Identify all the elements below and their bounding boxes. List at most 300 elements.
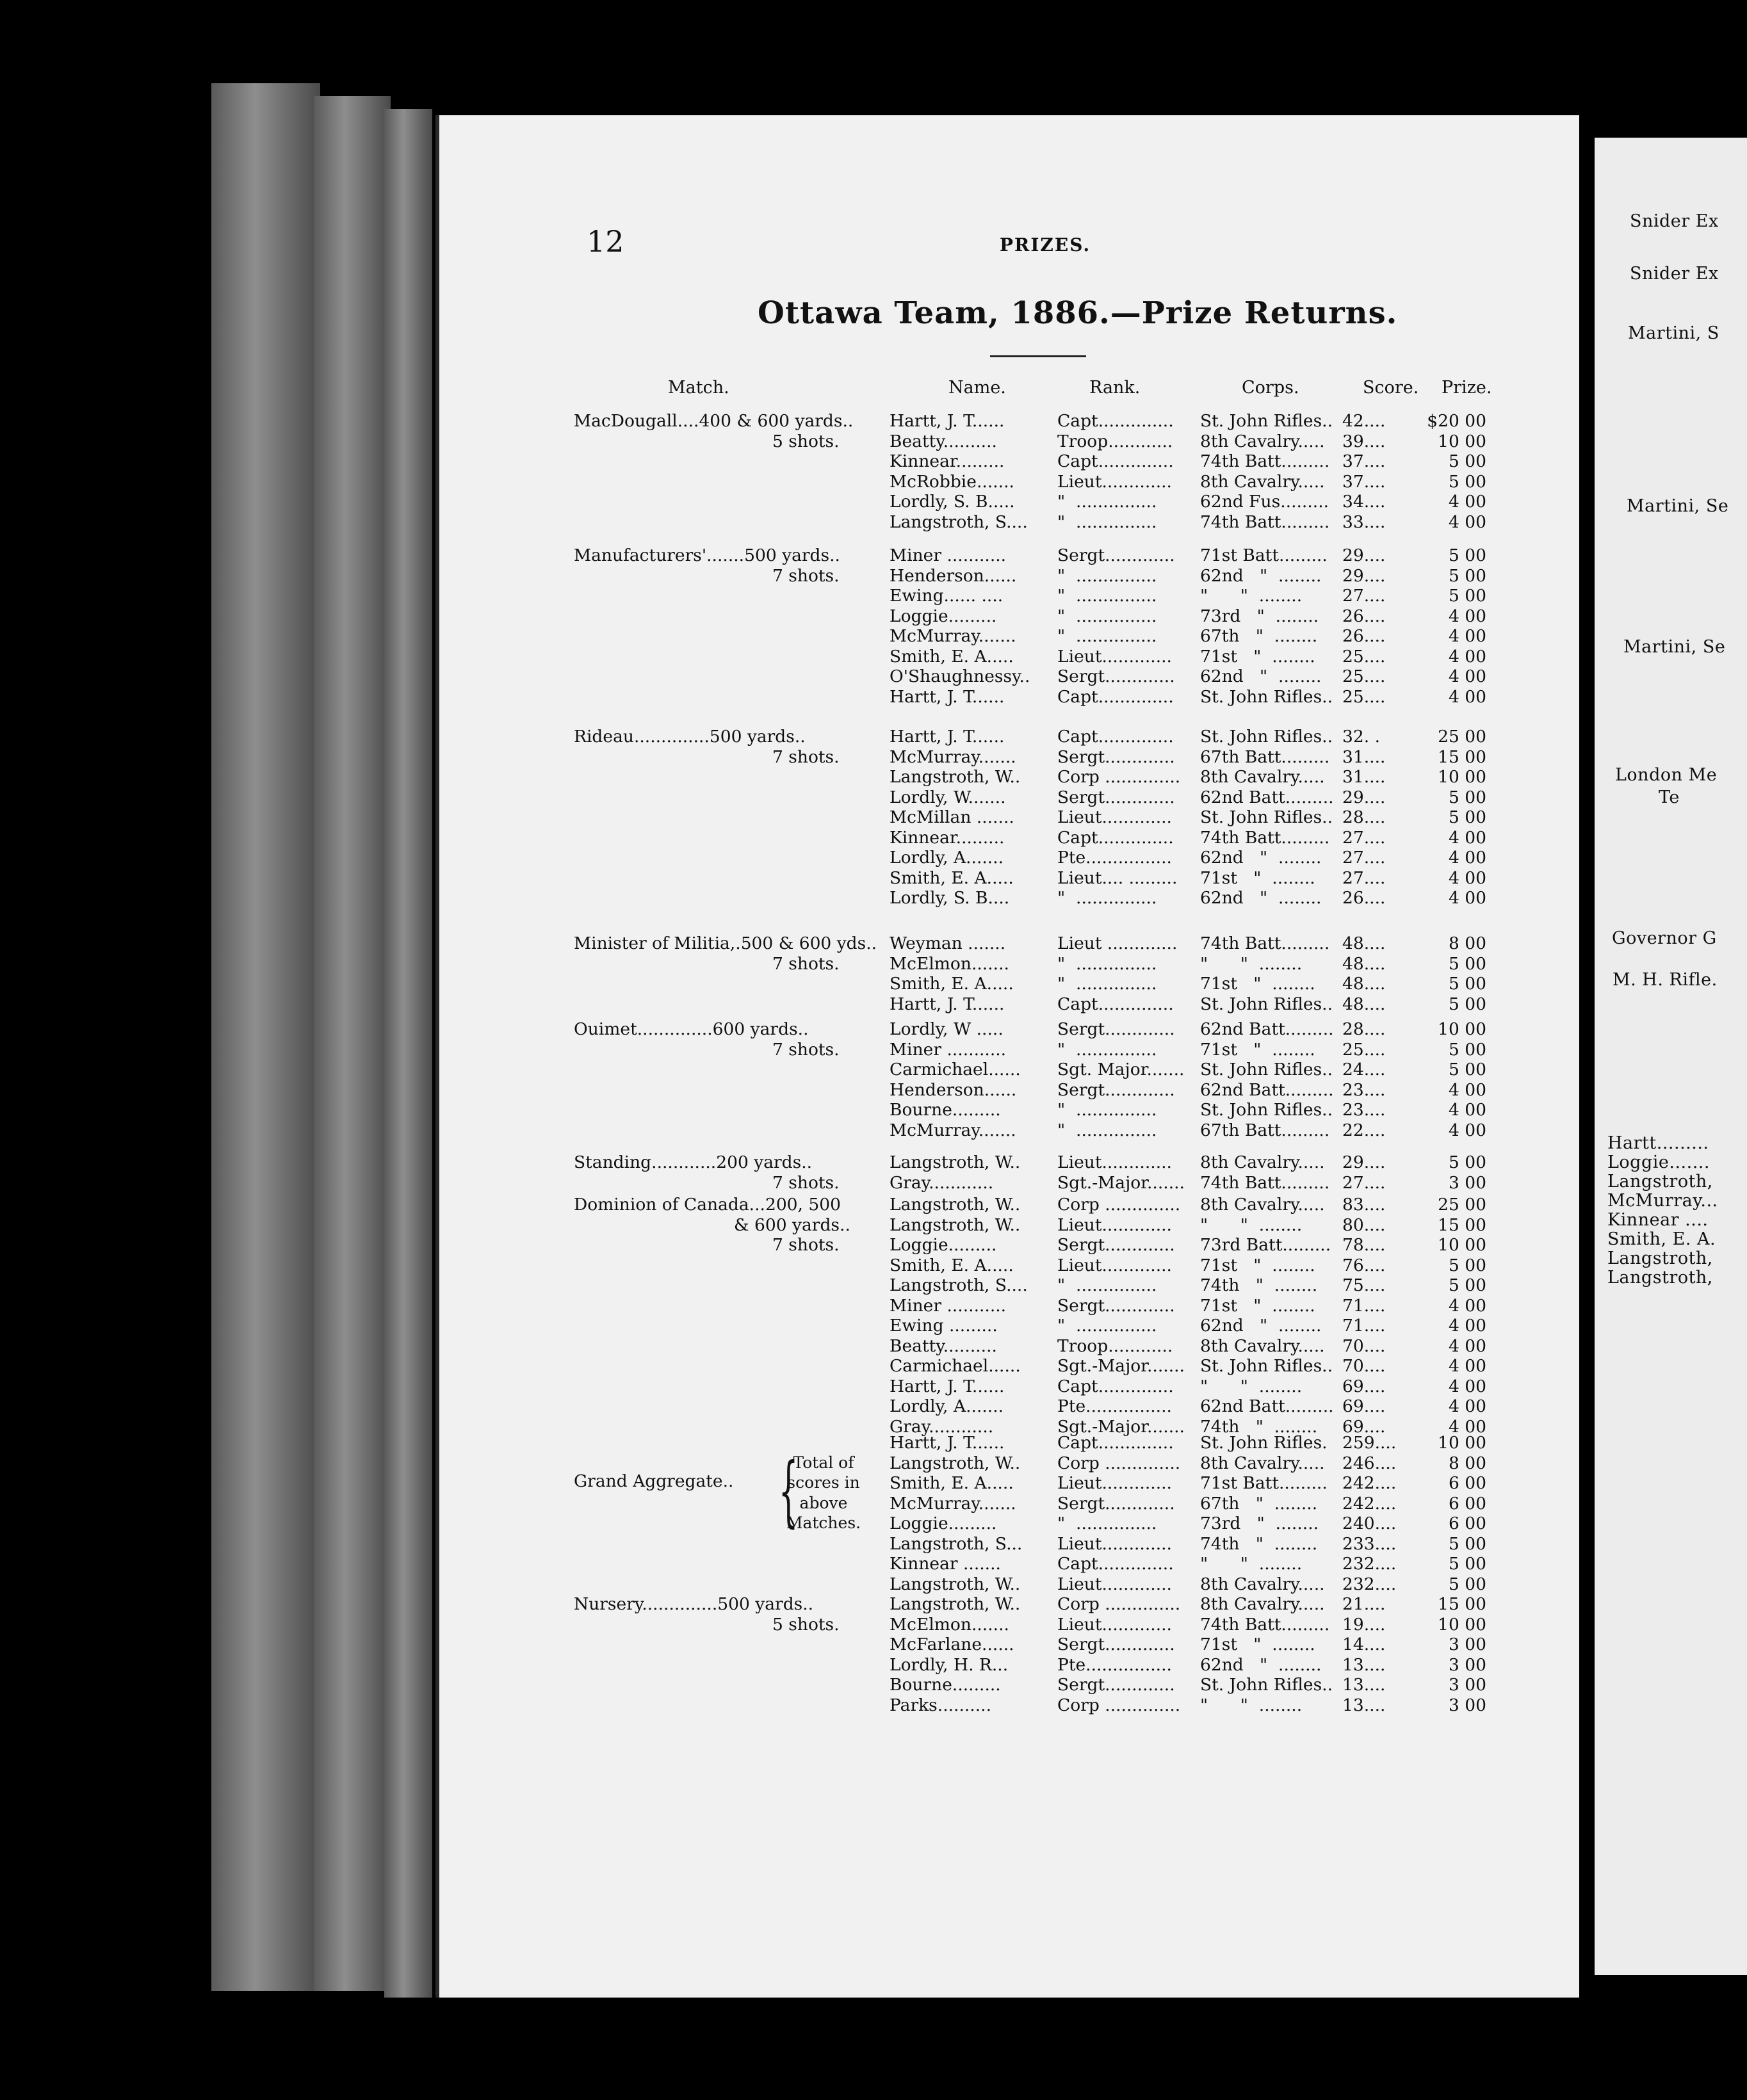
competitor-name: Loggie......... xyxy=(890,606,997,626)
competitor-score: 83.... xyxy=(1342,1195,1386,1215)
match-shots: 7 shots. xyxy=(772,1172,840,1193)
facing-page-text: Langstroth, xyxy=(1607,1248,1713,1268)
table-row xyxy=(439,1060,1528,1080)
competitor-corps: 62nd " ........ xyxy=(1200,1654,1322,1675)
competitor-corps: St. John Rifles.. xyxy=(1200,1060,1333,1079)
competitor-rank: Sergt............. xyxy=(1057,1235,1175,1255)
competitor-name: Parks.......... xyxy=(890,1695,991,1715)
competitor-score: 34.... xyxy=(1342,492,1386,512)
competitor-name: Langstroth, S.... xyxy=(890,512,1028,532)
prize-amount: 10 00 xyxy=(1438,1235,1486,1255)
table-row xyxy=(439,727,1528,747)
competitor-score: 33.... xyxy=(1342,512,1386,532)
competitor-rank: " ............... xyxy=(1057,1100,1157,1120)
competitor-name: Langstroth, W.. xyxy=(890,1453,1021,1473)
competitor-score: 28.... xyxy=(1342,1019,1386,1039)
competitor-name: Lordly, S. B.... xyxy=(890,888,1010,908)
competitor-rank: " ............... xyxy=(1057,953,1157,974)
competitor-name: Beatty.......... xyxy=(890,1336,997,1356)
competitor-rank: Sgt.-Major....... xyxy=(1057,1356,1185,1376)
table-row xyxy=(439,1173,1528,1193)
table-row xyxy=(439,974,1528,994)
table-row xyxy=(439,1080,1528,1101)
prize-amount: 4 00 xyxy=(1448,1079,1486,1100)
header-name: Name. xyxy=(948,378,1006,398)
competitor-corps: 62nd " ........ xyxy=(1200,565,1322,586)
competitor-name: Bourne......... xyxy=(890,1675,1001,1695)
competitor-score: 246.... xyxy=(1342,1453,1397,1473)
prize-amount: 4 00 xyxy=(1448,848,1486,868)
match-name: MacDougall....400 & 600 yards.. xyxy=(574,411,854,431)
competitor-corps: 62nd Batt......... xyxy=(1200,1079,1334,1100)
competitor-score: 48.... xyxy=(1342,933,1386,953)
competitor-corps: 74th " ........ xyxy=(1200,1416,1318,1437)
competitor-corps: " " ........ xyxy=(1200,1554,1303,1574)
competitor-corps: St. John Rifles.. xyxy=(1200,1356,1333,1376)
prize-amount: 4 00 xyxy=(1448,512,1486,532)
competitor-corps: 62nd Batt......... xyxy=(1200,787,1334,807)
prize-amount: 4 00 xyxy=(1448,868,1486,888)
competitor-score: 78.... xyxy=(1342,1235,1386,1255)
table-row xyxy=(439,1256,1528,1276)
title-rule xyxy=(990,355,1086,357)
competitor-score: 13.... xyxy=(1342,1695,1386,1715)
prize-amount: 5 00 xyxy=(1448,787,1486,807)
competitor-rank: " ............... xyxy=(1057,565,1157,586)
competitor-rank: Sergt............. xyxy=(1057,1635,1175,1654)
competitor-name: Miner ........... xyxy=(890,545,1007,565)
competitor-corps: 62nd " ........ xyxy=(1200,1316,1322,1336)
competitor-rank: Lieut............. xyxy=(1057,1574,1172,1594)
table-row xyxy=(439,1675,1528,1695)
facing-page-text: Langstroth, xyxy=(1607,1268,1713,1288)
prize-amount: 4 00 xyxy=(1448,606,1486,626)
competitor-name: Langstroth, S... xyxy=(890,1533,1023,1554)
header-score: Score. xyxy=(1363,378,1419,398)
prize-amount: 5 00 xyxy=(1448,1255,1486,1275)
prize-amount: 4 00 xyxy=(1448,1376,1486,1396)
competitor-rank: Troop............ xyxy=(1057,431,1173,451)
competitor-score: 29.... xyxy=(1342,787,1386,807)
book-page xyxy=(435,115,1579,1998)
competitor-rank: Sergt............. xyxy=(1057,545,1175,565)
competitor-name: Lordly, S. B..... xyxy=(890,492,1015,512)
facing-page-text: Loggie....... xyxy=(1607,1152,1710,1172)
competitor-corps: 74th Batt......... xyxy=(1200,933,1330,953)
competitor-rank: " ............... xyxy=(1057,626,1157,646)
facing-page-text: Kinnear .... xyxy=(1607,1210,1709,1230)
competitor-name: Lordly, A....... xyxy=(890,848,1004,868)
competitor-score: 29.... xyxy=(1342,1152,1386,1172)
prize-amount: 25 00 xyxy=(1438,1195,1486,1215)
competitor-score: 240.... xyxy=(1342,1514,1397,1533)
table-row xyxy=(439,848,1528,868)
competitor-corps: " " ........ xyxy=(1200,586,1303,606)
competitor-rank: Capt.............. xyxy=(1057,1554,1174,1574)
competitor-name: O'Shaughnessy.. xyxy=(890,666,1030,686)
competitor-score: 27.... xyxy=(1342,1172,1386,1193)
facing-page-text: Smith, E. A. xyxy=(1607,1229,1716,1249)
header-rank: Rank. xyxy=(1089,378,1141,398)
prize-amount: 4 00 xyxy=(1448,1416,1486,1437)
competitor-rank: Lieut............. xyxy=(1057,646,1172,666)
competitor-score: 70.... xyxy=(1342,1356,1386,1376)
competitor-score: 37.... xyxy=(1342,451,1386,471)
competitor-name: Gray............ xyxy=(890,1416,994,1437)
match-shots: 7 shots. xyxy=(772,1235,840,1255)
competitor-score: 232.... xyxy=(1342,1554,1397,1574)
table-row xyxy=(439,647,1528,667)
competitor-score: 14.... xyxy=(1342,1635,1386,1654)
table-row xyxy=(439,512,1528,533)
prize-amount: 4 00 xyxy=(1448,1120,1486,1140)
competitor-score: 42.... xyxy=(1342,411,1386,431)
competitor-rank: Lieut............. xyxy=(1057,1473,1172,1493)
facing-page-text: M. H. Rifle. xyxy=(1613,970,1718,990)
competitor-score: 29.... xyxy=(1342,565,1386,586)
table-row xyxy=(439,666,1528,687)
prize-amount: 4 00 xyxy=(1448,666,1486,686)
competitor-name: Hartt, J. T...... xyxy=(890,1376,1005,1396)
competitor-name: Smith, E. A..... xyxy=(890,646,1014,666)
competitor-name: Smith, E. A..... xyxy=(890,1255,1014,1275)
competitor-name: Kinnear......... xyxy=(890,827,1005,848)
prize-amount: 15 00 xyxy=(1438,1215,1486,1235)
table-row xyxy=(439,1275,1528,1296)
competitor-rank: Corp .............. xyxy=(1057,1195,1181,1215)
competitor-rank: Corp .............. xyxy=(1057,767,1181,787)
competitor-score: 37.... xyxy=(1342,471,1386,492)
competitor-rank: Sgt. Major....... xyxy=(1057,1060,1185,1079)
competitor-score: 80.... xyxy=(1342,1215,1386,1235)
competitor-corps: 74th Batt......... xyxy=(1200,1172,1330,1193)
competitor-score: 29.... xyxy=(1342,545,1386,565)
competitor-score: 28.... xyxy=(1342,807,1386,827)
table-row xyxy=(439,1100,1528,1120)
competitor-rank: Lieut............. xyxy=(1057,1614,1172,1635)
competitor-score: 27.... xyxy=(1342,586,1386,606)
competitor-corps: 8th Cavalry..... xyxy=(1200,431,1325,451)
competitor-score: 23.... xyxy=(1342,1100,1386,1120)
table-row xyxy=(439,1635,1528,1655)
prize-amount: 5 00 xyxy=(1448,1060,1486,1079)
competitor-rank: " ............... xyxy=(1057,1514,1157,1533)
competitor-rank: Pte................ xyxy=(1057,1396,1172,1416)
competitor-corps: " " ........ xyxy=(1200,1376,1303,1396)
competitor-name: Carmichael...... xyxy=(890,1356,1021,1376)
facing-page-text: Hartt......... xyxy=(1607,1133,1709,1153)
competitor-rank: Capt.............. xyxy=(1057,827,1174,848)
table-row xyxy=(439,1235,1528,1256)
prize-amount: 3 00 xyxy=(1448,1654,1486,1675)
match-name: Nursery..............500 yards.. xyxy=(574,1594,814,1614)
competitor-name: McMillan ....... xyxy=(890,807,1014,827)
competitor-score: 69.... xyxy=(1342,1376,1386,1396)
competitor-rank: Lieut............. xyxy=(1057,1255,1172,1275)
competitor-corps: St. John Rifles.. xyxy=(1200,686,1333,707)
competitor-rank: Troop............ xyxy=(1057,1336,1173,1356)
header-prize: Prize. xyxy=(1442,378,1492,398)
prize-amount: 5 00 xyxy=(1448,974,1486,994)
match-shots: 7 shots. xyxy=(772,953,840,974)
prize-amount: 8 00 xyxy=(1448,1453,1486,1473)
competitor-corps: 74th " ........ xyxy=(1200,1533,1318,1554)
competitor-corps: 74th Batt......... xyxy=(1200,512,1330,532)
competitor-name: Smith, E. A..... xyxy=(890,868,1014,888)
competitor-rank: " ............... xyxy=(1057,1039,1157,1060)
competitor-score: 21.... xyxy=(1342,1594,1386,1614)
competitor-rank: Sergt............. xyxy=(1057,1493,1175,1514)
table-row xyxy=(439,1514,1528,1534)
prize-amount: 10 00 xyxy=(1438,767,1486,787)
prize-amount: 6 00 xyxy=(1448,1514,1486,1533)
prize-amount: 15 00 xyxy=(1438,1594,1486,1614)
competitor-name: Kinnear......... xyxy=(890,451,1005,471)
competitor-corps: 71st " ........ xyxy=(1200,1295,1315,1316)
competitor-rank: " ............... xyxy=(1057,1275,1157,1295)
competitor-corps: 71st " ........ xyxy=(1200,974,1315,994)
competitor-score: 25.... xyxy=(1342,666,1386,686)
match-shots: 5 shots. xyxy=(772,1614,840,1635)
competitor-rank: Capt.............. xyxy=(1057,411,1174,431)
competitor-rank: " ............... xyxy=(1057,1316,1157,1336)
table-row xyxy=(439,626,1528,647)
competitor-name: McMurray....... xyxy=(890,747,1016,767)
prize-amount: 3 00 xyxy=(1448,1172,1486,1193)
competitor-name: Smith, E. A..... xyxy=(890,1473,1014,1493)
prize-amount: 6 00 xyxy=(1448,1473,1486,1493)
table-row xyxy=(439,566,1528,586)
competitor-name: Hartt, J. T...... xyxy=(890,727,1005,747)
match-name: Rideau..............500 yards.. xyxy=(574,727,806,747)
prize-amount: 4 00 xyxy=(1448,1295,1486,1316)
competitor-name: Beatty.......... xyxy=(890,431,997,451)
match-shots: 7 shots. xyxy=(772,565,840,586)
competitor-corps: 8th Cavalry..... xyxy=(1200,1453,1325,1473)
table-row xyxy=(439,1120,1528,1141)
competitor-score: 48.... xyxy=(1342,994,1386,1014)
table-row xyxy=(439,1695,1528,1716)
competitor-corps: St. John Rifles.. xyxy=(1200,1675,1333,1695)
competitor-name: McRobbie....... xyxy=(890,471,1014,492)
facing-page-text: Martini, S xyxy=(1628,323,1719,343)
table-row xyxy=(439,1453,1528,1474)
prize-amount: $20 00 xyxy=(1427,411,1486,431)
competitor-corps: 74th Batt......... xyxy=(1200,1614,1330,1635)
competitor-name: Kinnear ....... xyxy=(890,1554,1001,1574)
competitor-score: 26.... xyxy=(1342,888,1386,908)
competitor-name: McElmon....... xyxy=(890,1614,1009,1635)
competitor-name: Henderson...... xyxy=(890,1079,1017,1100)
table-row xyxy=(439,1356,1528,1377)
competitor-name: Loggie......... xyxy=(890,1235,997,1255)
table-row xyxy=(439,492,1528,512)
competitor-corps: 71st " ........ xyxy=(1200,1255,1315,1275)
competitor-name: Smith, E. A..... xyxy=(890,974,1014,994)
table-row xyxy=(439,1040,1528,1060)
facing-page-text: Te xyxy=(1659,788,1680,807)
competitor-corps: 8th Cavalry..... xyxy=(1200,1152,1325,1172)
competitor-score: 22.... xyxy=(1342,1120,1386,1140)
competitor-rank: Sergt............. xyxy=(1057,1019,1175,1039)
prize-amount: 4 00 xyxy=(1448,827,1486,848)
competitor-corps: 62nd Fus......... xyxy=(1200,492,1329,512)
competitor-rank: " ............... xyxy=(1057,606,1157,626)
competitor-corps: 8th Cavalry..... xyxy=(1200,1195,1325,1215)
table-row xyxy=(439,954,1528,974)
competitor-corps: 71st " ........ xyxy=(1200,1635,1315,1654)
header-match: Match. xyxy=(668,378,729,398)
competitor-corps: 71st " ........ xyxy=(1200,646,1315,666)
competitor-corps: 62nd " ........ xyxy=(1200,666,1322,686)
table-row xyxy=(439,1215,1528,1236)
prize-amount: 5 00 xyxy=(1448,586,1486,606)
competitor-name: Hartt, J. T...... xyxy=(890,686,1005,707)
prize-amount: 10 00 xyxy=(1438,431,1486,451)
prize-amount: 5 00 xyxy=(1448,953,1486,974)
page-edge-stack xyxy=(211,83,320,1991)
competitor-corps: 67th " ........ xyxy=(1200,626,1318,646)
competitor-name: Loggie......... xyxy=(890,1514,997,1533)
competitor-corps: St. John Rifles.. xyxy=(1200,1100,1333,1120)
competitor-score: 69.... xyxy=(1342,1396,1386,1416)
competitor-corps: St. John Rifles.. xyxy=(1200,727,1333,747)
competitor-name: Ewing...... .... xyxy=(890,586,1004,606)
competitor-score: 26.... xyxy=(1342,626,1386,646)
competitor-name: Hartt, J. T...... xyxy=(890,1433,1005,1453)
competitor-score: 232.... xyxy=(1342,1574,1397,1594)
prize-amount: 5 00 xyxy=(1448,1275,1486,1295)
competitor-rank: " ............... xyxy=(1057,586,1157,606)
grand-aggregate-note: Matches. xyxy=(786,1514,861,1532)
competitor-score: 31.... xyxy=(1342,747,1386,767)
prize-amount: 3 00 xyxy=(1448,1635,1486,1654)
competitor-score: 27.... xyxy=(1342,868,1386,888)
competitor-name: Henderson...... xyxy=(890,565,1017,586)
match-shots: & 600 yards.. xyxy=(734,1215,850,1235)
table-row xyxy=(439,868,1528,889)
competitor-corps: 67th " ........ xyxy=(1200,1493,1318,1514)
prize-amount: 5 00 xyxy=(1448,1152,1486,1172)
competitor-corps: " " ........ xyxy=(1200,953,1303,974)
competitor-name: Hartt, J. T...... xyxy=(890,994,1005,1014)
competitor-rank: Lieut............. xyxy=(1057,1152,1172,1172)
facing-page-text: Governor G xyxy=(1612,928,1717,948)
table-row xyxy=(439,1019,1528,1040)
facing-page-text: Martini, Se xyxy=(1623,637,1726,657)
competitor-name: Langstroth, W.. xyxy=(890,1574,1021,1594)
prize-amount: 10 00 xyxy=(1438,1614,1486,1635)
facing-page-text: London Me xyxy=(1615,765,1718,785)
prize-amount: 5 00 xyxy=(1448,1554,1486,1574)
table-row xyxy=(439,1574,1528,1595)
grand-aggregate-note: Total of xyxy=(793,1453,854,1472)
competitor-rank: Capt.............. xyxy=(1057,1433,1174,1453)
grand-aggregate-note: scores in xyxy=(787,1473,860,1492)
header-corps: Corps. xyxy=(1242,378,1299,398)
table-row xyxy=(439,807,1528,828)
competitor-corps: St. John Rifles.. xyxy=(1200,994,1333,1014)
competitor-score: 70.... xyxy=(1342,1336,1386,1356)
competitor-rank: Capt.............. xyxy=(1057,1376,1174,1396)
competitor-score: 31.... xyxy=(1342,767,1386,787)
prize-amount: 5 00 xyxy=(1448,545,1486,565)
page-edge-stack xyxy=(314,96,391,1991)
competitor-rank: Capt.............. xyxy=(1057,727,1174,747)
competitor-name: Langstroth, W.. xyxy=(890,1152,1021,1172)
table-row xyxy=(439,545,1528,566)
competitor-rank: Sergt............. xyxy=(1057,1675,1175,1695)
prize-amount: 5 00 xyxy=(1448,1533,1486,1554)
competitor-score: 39.... xyxy=(1342,431,1386,451)
match-name: Minister of Militia,.500 & 600 yds.. xyxy=(574,933,877,953)
competitor-name: Bourne......... xyxy=(890,1100,1001,1120)
competitor-score: 19.... xyxy=(1342,1614,1386,1635)
competitor-name: Ewing ......... xyxy=(890,1316,998,1336)
competitor-score: 25.... xyxy=(1342,1039,1386,1060)
table-row xyxy=(439,788,1528,808)
competitor-corps: 67th Batt......... xyxy=(1200,747,1330,767)
competitor-rank: Sgt.-Major....... xyxy=(1057,1416,1185,1437)
page-edge-stack xyxy=(384,109,432,1998)
competitor-corps: 71st Batt......... xyxy=(1200,545,1328,565)
table-row xyxy=(439,411,1528,432)
competitor-rank: Sergt............. xyxy=(1057,666,1175,686)
competitor-corps: 62nd Batt......... xyxy=(1200,1019,1334,1039)
competitor-name: Langstroth, W.. xyxy=(890,767,1021,787)
table-row xyxy=(439,933,1528,954)
competitor-name: Hartt, J. T...... xyxy=(890,411,1005,431)
competitor-score: 242.... xyxy=(1342,1493,1397,1514)
competitor-rank: Lieut ............. xyxy=(1057,933,1178,953)
competitor-rank: Lieut............. xyxy=(1057,1215,1172,1235)
prize-amount: 8 00 xyxy=(1448,933,1486,953)
competitor-score: 27.... xyxy=(1342,827,1386,848)
table-row xyxy=(439,1152,1528,1173)
competitor-name: Carmichael...... xyxy=(890,1060,1021,1079)
competitor-score: 13.... xyxy=(1342,1675,1386,1695)
competitor-corps: St. John Rifles. xyxy=(1200,1433,1328,1453)
table-row xyxy=(439,1554,1528,1574)
table-row xyxy=(439,1473,1528,1494)
facing-page-text: Langstroth, xyxy=(1607,1172,1713,1191)
facing-page-text: McMurray... xyxy=(1607,1191,1718,1211)
competitor-rank: Lieut............. xyxy=(1057,1533,1172,1554)
competitor-corps: 8th Cavalry..... xyxy=(1200,1594,1325,1614)
match-name: Manufacturers'.......500 yards.. xyxy=(574,545,840,565)
prize-amount: 4 00 xyxy=(1448,686,1486,707)
competitor-rank: Corp .............. xyxy=(1057,1594,1181,1614)
competitor-score: 48.... xyxy=(1342,953,1386,974)
prize-amount: 4 00 xyxy=(1448,888,1486,908)
competitor-corps: 74th " ........ xyxy=(1200,1275,1318,1295)
table-row xyxy=(439,1615,1528,1635)
table-row xyxy=(439,994,1528,1015)
competitor-corps: 62nd Batt......... xyxy=(1200,1396,1334,1416)
prize-amount: 4 00 xyxy=(1448,1336,1486,1356)
competitor-rank: Sergt............. xyxy=(1057,787,1175,807)
competitor-rank: Capt.............. xyxy=(1057,451,1174,471)
competitor-score: 25.... xyxy=(1342,686,1386,707)
prize-amount: 4 00 xyxy=(1448,646,1486,666)
competitor-corps: St. John Rifles.. xyxy=(1200,807,1333,827)
competitor-corps: 74th Batt......... xyxy=(1200,827,1330,848)
competitor-rank: " ............... xyxy=(1057,512,1157,532)
competitor-rank: " ............... xyxy=(1057,974,1157,994)
competitor-corps: 8th Cavalry..... xyxy=(1200,1574,1325,1594)
competitor-rank: Sergt............. xyxy=(1057,1079,1175,1100)
competitor-score: 32. . xyxy=(1342,727,1380,747)
